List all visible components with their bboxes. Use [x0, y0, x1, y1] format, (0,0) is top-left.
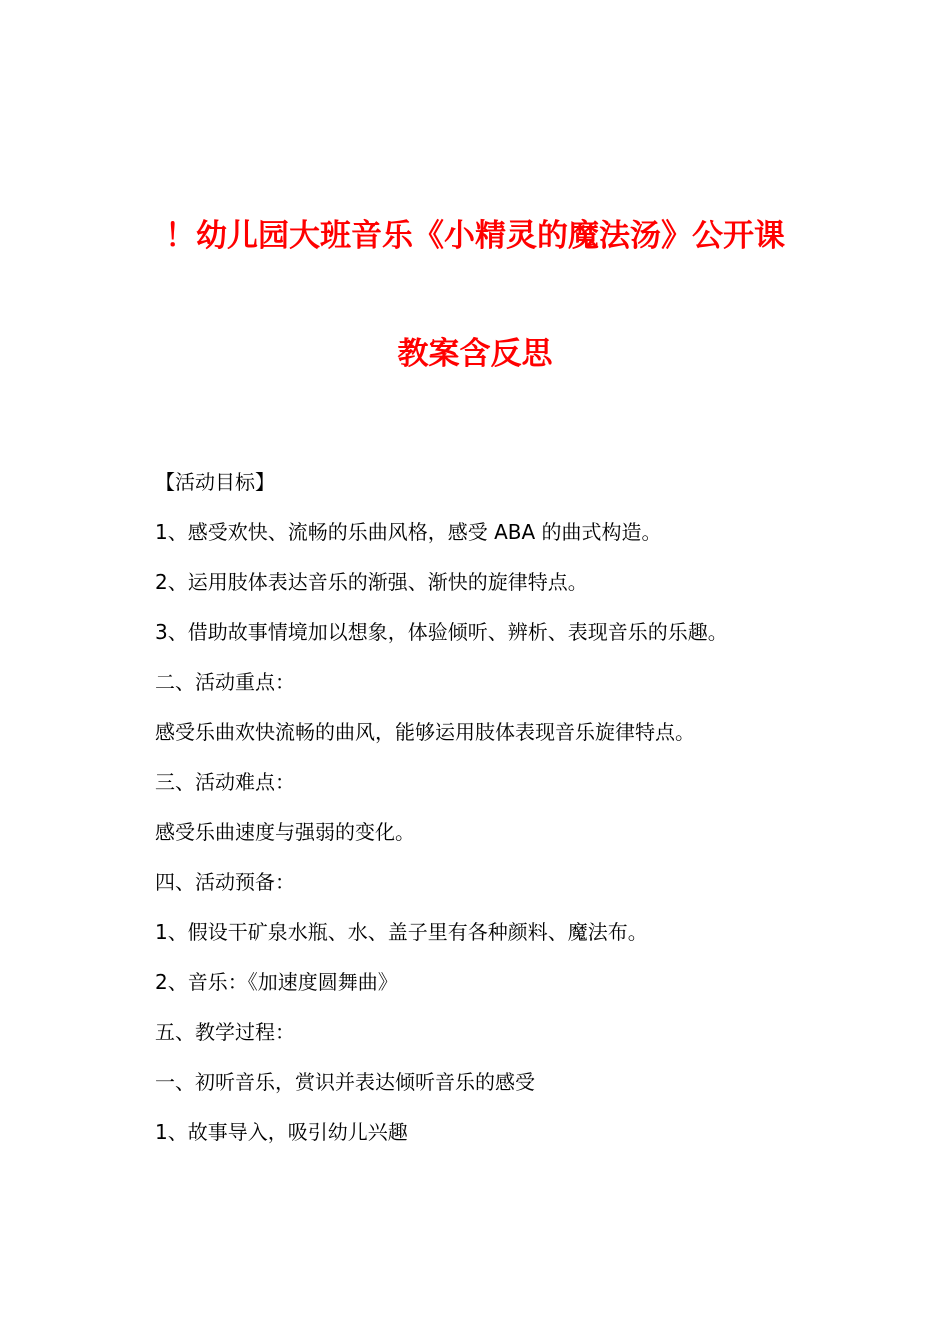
document-title-line-2: 教案含反思 [397, 336, 553, 372]
section-heading-key-points: 二、活动重点： [155, 670, 295, 694]
preparation-item-2: 2、音乐：《加速度圆舞曲》 [155, 970, 398, 994]
process-step-1: 一、初听音乐，赏识并表达倾听音乐的感受 [155, 1070, 535, 1094]
goal-item-2: 2、运用肢体表达音乐的渐强、渐快的旋律特点。 [155, 570, 588, 594]
section-heading-preparation: 四、活动预备： [155, 870, 295, 894]
key-points-text: 感受乐曲欢快流畅的曲风，能够运用肢体表现音乐旋律特点。 [155, 720, 695, 744]
goal-item-3: 3、借助故事情境加以想象，体验倾听、辨析、表现音乐的乐趣。 [155, 620, 728, 644]
section-heading-activity-goals: 【活动目标】 [155, 470, 275, 494]
difficulties-text: 感受乐曲速度与强弱的变化。 [155, 820, 415, 844]
document-title-line-1: ！幼儿园大班音乐《小精灵的魔法汤》公开课 [165, 218, 785, 254]
preparation-item-1: 1、假设干矿泉水瓶、水、盖子里有各种颜料、魔法布。 [155, 920, 648, 944]
process-substep-1: 1、故事导入，吸引幼儿兴趣 [155, 1120, 408, 1144]
goal-item-1: 1、感受欢快、流畅的乐曲风格，感受 ABA 的曲式构造。 [155, 520, 662, 544]
section-heading-difficulties: 三、活动难点： [155, 770, 295, 794]
section-heading-teaching-process: 五、教学过程： [155, 1020, 295, 1044]
